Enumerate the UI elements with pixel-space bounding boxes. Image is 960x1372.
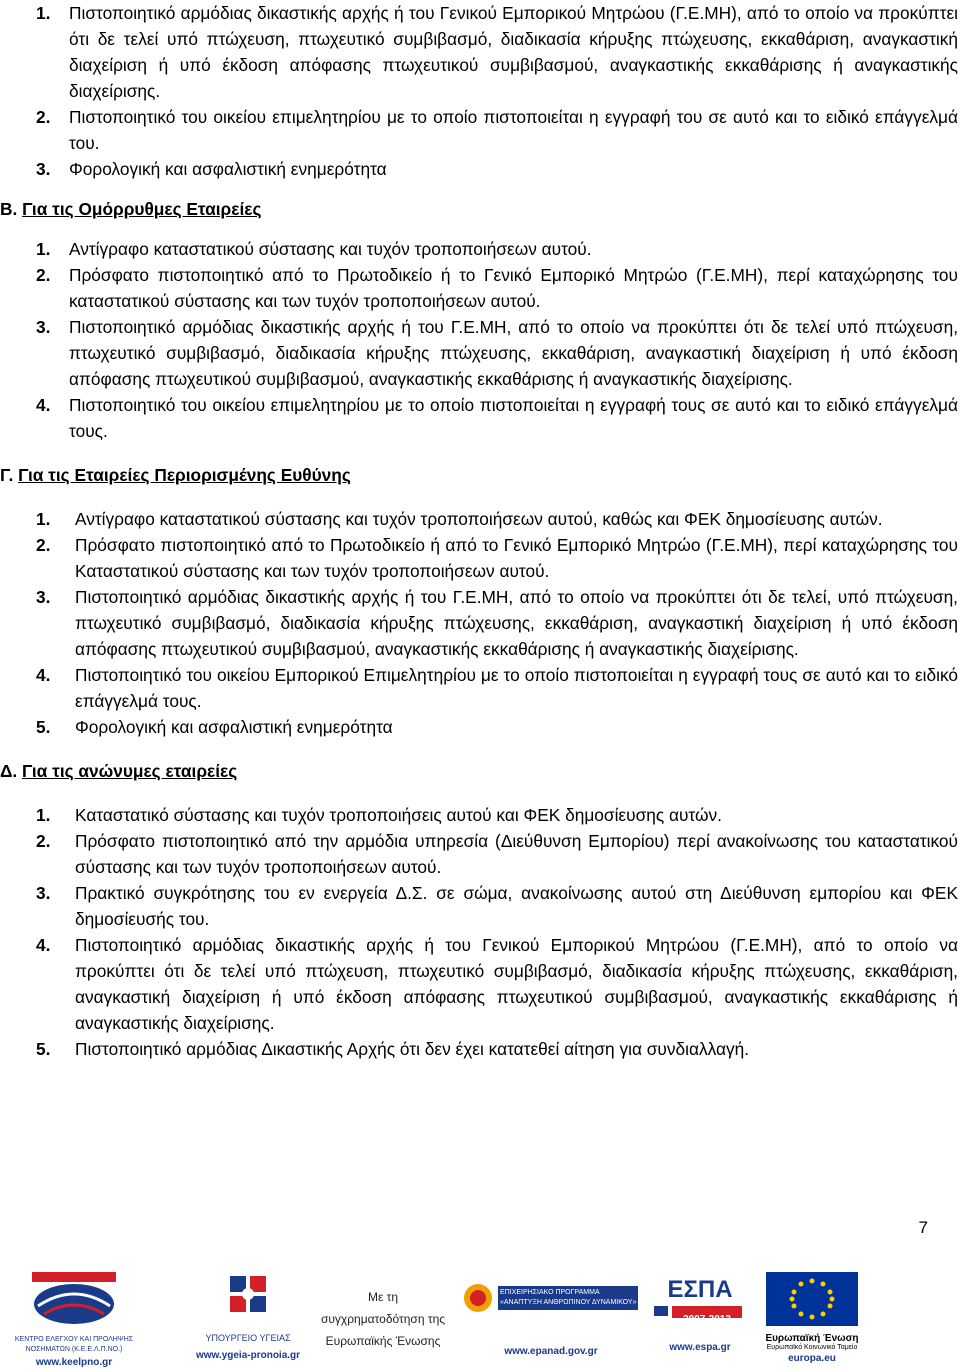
keelpno-emblem-icon [14,1268,134,1330]
footer-logos [0,1268,960,1372]
list-item: 4. Πιστοποιητικό αρμόδιας δικαστικής αρχής ή του Γενικού Εμπορικού Μητρώου (Γ.Ε.ΜΗ), από το οποίο να προκύπτει ότι δε τελεί υπό πτώχευση, πτωχευτικό συμβιβασμό, διαδικασία κήρυξης πτώχευσης, εκκαθάριση, αναγκαστική διαχείριση ή υπό έκδοση απόφασης πτωχευτικού συμβιβασμού, αναγκαστικής εκκαθάρισης ή αναγκαστικής διαχείρισης. [36,935,958,1033]
section-b-heading: Β. Για τις Ομόρρυθμες Εταιρείες [0,199,262,219]
list-item: 2. Πρόσφατο πιστοποιητικό από το Πρωτοδικείο ή το Γενικό Εμπορικό Μητρώο (Γ.Ε.ΜΗ), περί καταχώρησης του καταστατικού σύστασης και των τυχόν τροποποιήσεων αυτού. [36,265,958,311]
list-item: 3. Πιστοποιητικό αρμόδιας δικαστικής αρχής ή του Γ.Ε.ΜΗ, από το οποίο να προκύπτει ότι δε τελεί, υπό πτώχευση, πτωχευτικό συμβιβασμό, διαδικασία κήρυξης πτώχευσης, εκκαθάριση, αναγκαστική διαχείριση ή υπό έκδοση απόφασης πτωχευτικού συμβιβασμού, αναγκαστικής εκκαθάρισης ή αναγκαστικής διαχείρισης. [36,587,958,659]
section-a-list [36,0,958,182]
list-item: 3. Πιστοποιητικό αρμόδιας δικαστικής αρχής ή του Γ.Ε.ΜΗ, από το οποίο να προκύπτει ότι δε τελεί υπό πτώχευση, πτωχευτικό συμβιβασμό, διαδικασία κήρυξης πτώχευσης, εκκαθάριση, αναγκαστική διαχείριση ή υπό έκδοση απόφασης πτωχευτικού συμβιβασμού, αναγκαστικής εκκαθάρισης ή αναγκαστικής διαχείρισης. [36,317,958,389]
health-cross-icon [188,1268,308,1328]
list-item: 4. Πιστοποιητικό του οικείου Εμπορικού Επιμελητηρίου με το οποίο πιστοποιείται η εγγραφή τους σε αυτό και το ειδικό επάγγελμά τους. [36,665,958,711]
list-item: 3. Φορολογική και ασφαλιστική ενημερότητα [36,159,387,179]
section-d-list [36,802,958,1062]
espa-logo: ΕΣΠΑ 2007-2013 www.espa.gr [650,1268,750,1372]
eu-logo: Ευρωπαϊκή Ένωση Ευρωπαϊκό Κοινωνικό Ταμείο europa.eu [752,1268,872,1372]
section-c-heading: Γ. Για τις Εταιρείες Περιορισμένης Ευθύνης [0,465,351,485]
page-number: 7 [918,1218,928,1237]
epanad-logo: ΕΠΙΧΕΙΡΗΣΙΑΚΟ ΠΡΟΓΡΑΜΜΑ «ΑΝΑΠΤΥΞΗ ΑΝΘΡΩΠΙΝΟΥ ΔΥΝΑΜΙΚΟΥ» www.epanad.gov.gr [458,1268,644,1372]
list-item: 4. Πιστοποιητικό του οικείου επιμελητηρίου με το οποίο πιστοποιείται η εγγραφή τους σε αυτό και το ειδικό επάγγελμά τους. [36,395,958,441]
list-item: 3. Πρακτικό συγκρότησης του εν ενεργεία Δ.Σ. σε σώμα, ανακοίνωσης αυτού στη Διεύθυνση εμπορίου και ΦΕΚ δημοσίευσής του. [36,883,958,929]
list-item: 5. Φορολογική και ασφαλιστική ενημερότητα [36,717,393,737]
cofund-text: Με τη συγχρηματοδότηση της Ευρωπαϊκής Ένωσης [320,1290,446,1348]
ministry-health-logo: ΥΠΟΥΡΓΕΙΟ ΥΓΕΙΑΣ www.ygeia-pronoia.gr [188,1268,308,1372]
keelpno-logo: ΚΕΝΤΡΟ ΕΛΕΓΧΟΥ ΚΑΙ ΠΡΟΛΗΨΗΣ ΝΟΣΗΜΑΤΩΝ (Κ.Ε.Ε.Λ.Π.ΝΟ.) www.keelpno.gr [14,1268,134,1372]
section-b-list [36,236,958,444]
list-item: 1. Αντίγραφο καταστατικού σύστασης και τυχόν τροποποιήσεων αυτού, καθώς και ΦΕΚ δημοσίευσης αυτών. [36,509,883,529]
list-item: 5. Πιστοποιητικό αρμόδιας Δικαστικής Αρχής ότι δεν έχει κατατεθεί αίτηση για συνδιαλλαγή. [36,1039,750,1059]
list-item: 2. Πρόσφατο πιστοποιητικό από το Πρωτοδικείο ή από το Γενικό Εμπορικό Μητρώο (Γ.Ε.ΜΗ), περί καταχώρησης του Καταστατικού σύστασης και των τυχόν τροποποιήσεων αυτού. [36,535,958,581]
section-d-heading: Δ. Για τις ανώνυμες εταιρείες [0,761,238,781]
list-item: 1. Αντίγραφο καταστατικού σύστασης και τυχόν τροποποιήσεων αυτού. [36,239,592,259]
list-item: 2. Πρόσφατο πιστοποιητικό από την αρμόδια υπηρεσία (Διεύθυνση Εμπορίου) περί ανακοίνωσης του καταστατικού σύστασης και των τυχόν τροποποιήσεων αυτού. [36,831,958,877]
list-item: 2. Πιστοποιητικό του οικείου επιμελητηρίου με το οποίο πιστοποιείται η εγγραφή του σε αυτό και το ειδικό επάγγελμά του. [36,107,958,153]
list-item: 1. Πιστοποιητικό αρμόδιας δικαστικής αρχής ή του Γενικού Εμπορικού Μητρώου (Γ.Ε.ΜΗ), από το οποίο να προκύπτει ότι δε τελεί υπό πτώχευση, πτωχευτικό συμβιβασμό, διαδικασία κήρυξης πτώχευσης, εκκαθάριση, αναγκαστική διαχείριση ή υπό έκδοση απόφασης πτωχευτικού συμβιβασμού, αναγκαστικής εκκαθάρισης ή αναγκαστικής διαχείρισης. [36,3,958,101]
list-item: 1. Καταστατικό σύστασης και τυχόν τροποποιήσεις αυτού και ΦΕΚ δημοσίευσης αυτών. [36,805,722,825]
section-c-list [36,506,958,740]
eu-flag-icon [752,1268,872,1328]
